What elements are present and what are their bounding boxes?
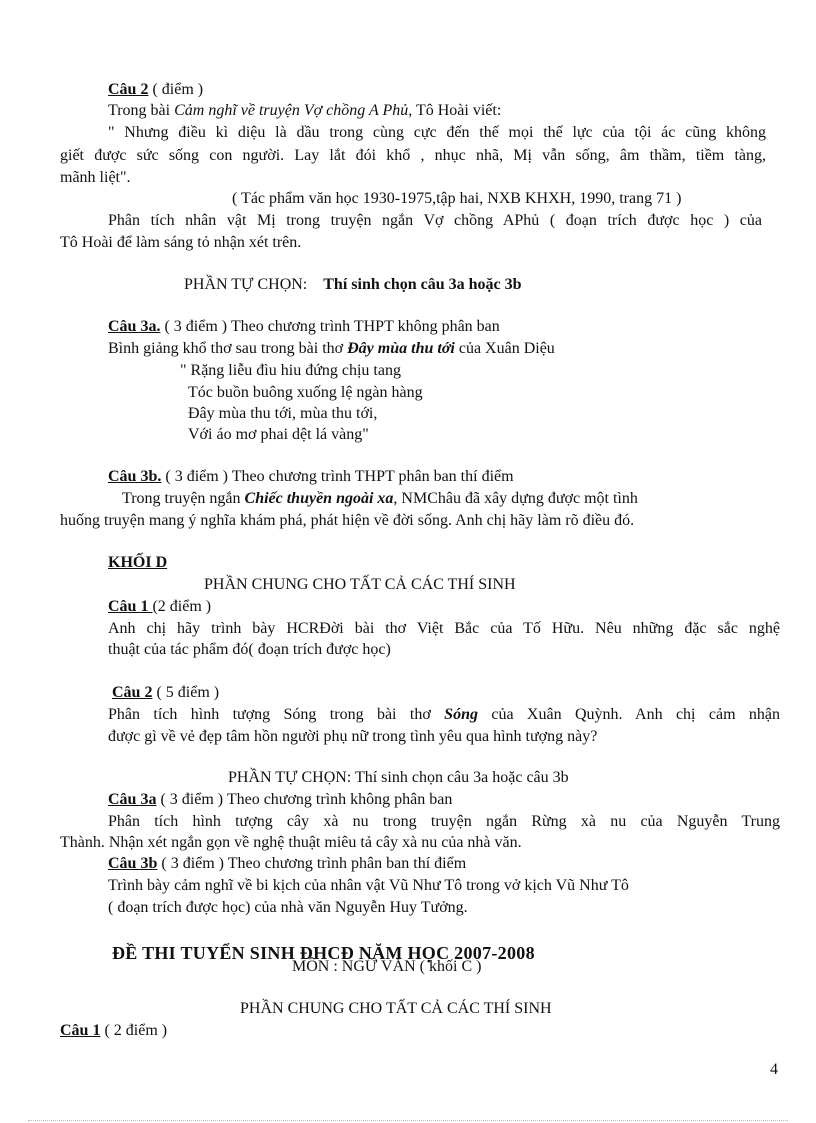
question-label: Câu 2: [108, 81, 149, 98]
elective-instruction: Thí sinh chọn câu 3a hoặc 3b: [323, 276, 522, 293]
question-points: ( điểm ): [148, 81, 204, 98]
quote-source: ( Tác phẩm văn học 1930-1975,tập hai, NXB KHXH, 1990, trang 71 ): [232, 190, 682, 207]
exam-title: ĐỀ THI TUYỂN SINH ĐHCĐ NĂM HỌC 2007-2008: [112, 943, 535, 963]
question-desc: ( 3 điểm ) Theo chương trình phân ban thí điểm: [157, 855, 467, 872]
section-title: PHẦN CHUNG CHO TẤT CẢ CÁC THÍ SINH: [204, 576, 516, 593]
poem-title: Đây mùa thu tới: [347, 340, 455, 357]
elective-heading: [184, 275, 522, 295]
question-label: Câu 3b.: [108, 468, 162, 485]
elective-heading: PHẦN TỰ CHỌN: Thí sinh chọn câu 3a hoặc câu 3b: [228, 769, 569, 786]
task-text: của Xuân Diệu: [454, 340, 555, 357]
question-label: Câu 1: [60, 1022, 101, 1039]
task-line: huống truyện mang ý nghĩa khám phá, phát hiện về đời sống. Anh chị hãy làm rõ điều đó.: [60, 512, 635, 529]
question-3a-heading: [108, 790, 452, 810]
task-line: được gì về vẻ đẹp tâm hồn người phụ nữ trong tình yêu qua hình tượng này?: [108, 728, 598, 745]
task-line: [108, 705, 780, 725]
question-label: Câu 3a.: [108, 318, 161, 335]
task-line: Phân tích nhân vật Mị trong truyện ngắn Vợ chồng APhủ ( đoạn trích được học ) của: [108, 212, 762, 229]
page-number: 4: [770, 1061, 778, 1078]
question-1-heading: [108, 597, 211, 617]
question-1-heading: [60, 1021, 167, 1041]
question-2-heading: [112, 683, 219, 703]
task-line: thuật của tác phẩm đó( đoạn trích được học): [108, 641, 391, 658]
task-text: Phân tích hình tượng Sóng trong bài thơ: [108, 706, 445, 723]
intro-text: Trong bài: [108, 102, 175, 119]
question-desc: ( 3 điểm ) Theo chương trình THPT phân ban thí điểm: [161, 468, 514, 485]
question-label: Câu 3a: [108, 791, 157, 808]
work-title: Sóng: [444, 706, 478, 723]
work-title: Cảm nghĩ về truyện Vợ chồng A Phủ: [174, 102, 409, 119]
question-desc: ( 3 điểm ) Theo chương trình không phân ban: [156, 791, 453, 808]
question-points: ( 2 điểm ): [100, 1022, 168, 1039]
question-task: [122, 489, 638, 509]
question-3a-heading: [108, 317, 500, 337]
quote-line: " Nhưng điều kì diệu là dầu trong cùng cực đến thế mọi thế lực của tội ác cũng không: [108, 124, 766, 141]
quote-line: mãnh liệt".: [60, 169, 131, 186]
poem-line: Tóc buồn buông xuống lệ ngàn hàng: [188, 384, 423, 401]
poem-line: Đây mùa thu tới, mùa thu tới,: [188, 405, 378, 422]
question-2-heading: [108, 80, 203, 100]
task-line: Trình bày cảm nghĩ về bi kịch của nhân vật Vũ Như Tô trong vở kịch Vũ Như Tô: [108, 877, 629, 894]
work-title: Chiếc thuyền ngoài xa: [244, 490, 394, 507]
poem-line: " Rặng liễu đìu hiu đứng chịu tang: [180, 362, 401, 379]
section-title: PHẦN TỰ CHỌN:: [184, 276, 308, 293]
section-title: PHẦN CHUNG CHO TẤT CẢ CÁC THÍ SINH: [240, 1000, 552, 1017]
task-line: Anh chị hãy trình bày HCRĐời bài thơ Việt Bắc của Tố Hữu. Nêu những đặc sắc nghệ: [108, 620, 780, 637]
question-task: [108, 339, 555, 359]
task-text: của Xuân Quỳnh. Anh chị cảm nhận: [477, 706, 780, 723]
question-3b-heading: [108, 854, 466, 874]
task-text: , NMChâu đã xây dựng được một tình: [393, 490, 638, 507]
task-line: Phân tích hình tượng cây xà nu trong truyện ngắn Rừng xà nu của Nguyễn Trung: [108, 813, 780, 830]
question-label: Câu 1: [108, 598, 153, 615]
task-line: Thành. Nhận xét ngắn gọn về nghệ thuật miêu tả cây xà nu của nhà văn.: [60, 834, 522, 851]
question-label: Câu 2: [112, 684, 153, 701]
task-line: Tô Hoài để làm sáng tỏ nhận xét trên.: [60, 234, 302, 251]
question-desc: ( 3 điểm ) Theo chương trình THPT không phân ban: [160, 318, 500, 335]
poem-line: Với áo mơ phai dệt lá vàng": [188, 426, 369, 443]
question-points: ( 5 điểm ): [152, 684, 220, 701]
page-footer-rule: [28, 1120, 788, 1121]
task-line: ( đoạn trích được học) của nhà văn Nguyễn Huy Tưởng.: [108, 899, 468, 916]
exam-subject: MÔN : NGỮ VĂN ( khối C ): [292, 958, 482, 975]
quote-line: giết được sức sống con người. Lay lắt đói khổ , nhục nhã, Mị vẫn sống, âm thầm, tiềm tàng,: [60, 147, 766, 164]
question-label: Câu 3b: [108, 855, 158, 872]
question-points: (2 điểm ): [152, 598, 212, 615]
task-text: Trong truyện ngắn: [122, 490, 245, 507]
intro-text: , Tô Hoài viết:: [408, 102, 502, 119]
question-intro: [108, 101, 501, 121]
question-3b-heading: [108, 467, 514, 487]
task-text: Bình giảng khổ thơ sau trong bài thơ: [108, 340, 348, 357]
block-heading: KHỐI D: [108, 554, 168, 571]
